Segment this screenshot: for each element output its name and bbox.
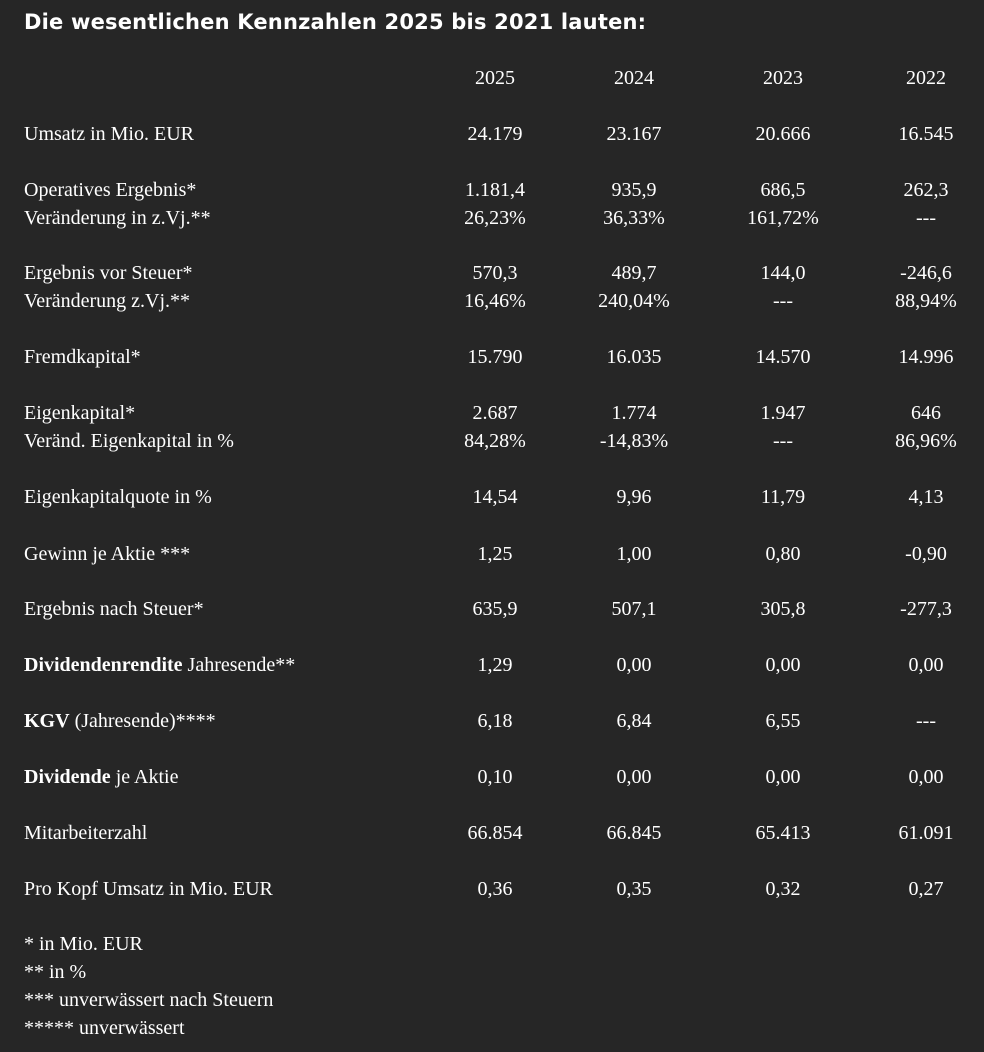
row-label: Veränderung z.Vj.** [24,290,191,312]
row-label: Mitarbeiterzahl [24,822,148,844]
cell-value: 23.167 [606,123,662,145]
cell-value: 0,32 [765,878,801,900]
cell-value: 84,28% [464,430,526,452]
cell-value: 26,23% [464,207,526,229]
table-row [0,651,984,679]
cell-value: 0,27 [908,878,944,900]
cell-value: 0,00 [616,654,652,676]
cell-value: 66.845 [606,822,662,844]
cell-value: 66.854 [467,822,523,844]
cell-value: 0,00 [908,766,944,788]
cell-value: 240,04% [598,290,670,312]
table-row [0,595,984,623]
year-header-row [0,64,984,92]
cell-value: -246,6 [900,262,952,284]
cell-value: -277,3 [900,598,952,620]
cell-value: 0,10 [477,766,513,788]
row-label: Fremdkapital* [24,346,141,368]
cell-value: 6,18 [477,710,513,732]
footnote: * in Mio. EUR [24,933,143,955]
cell-value: --- [916,207,936,229]
row-label: Eigenkapitalquote in % [24,486,212,508]
year-header: 2022 [906,67,946,89]
year-header: 2025 [475,67,515,89]
cell-value: 935,9 [611,179,657,201]
cell-value: 6,55 [765,710,801,732]
cell-value: 305,8 [760,598,806,620]
row-label-rest: (Jahresende)**** [69,710,216,732]
cell-value: 635,9 [472,598,518,620]
footnote: ** in % [24,961,87,983]
table-row [0,204,984,232]
cell-value: 1.947 [760,402,806,424]
cell-value: 1.181,4 [465,179,525,201]
cell-value: 16.545 [898,123,954,145]
row-label: Ergebnis vor Steuer* [24,262,193,284]
table-row [0,399,984,427]
row-label: Gewinn je Aktie *** [24,543,191,565]
cell-value: 4,13 [908,486,944,508]
cell-value: --- [916,710,936,732]
table-row [0,427,984,455]
row-label-rest: je Aktie [110,766,179,788]
table-row [0,259,984,287]
cell-value: 14,54 [472,486,518,508]
cell-value: 11,79 [760,486,806,508]
row-label: Operatives Ergebnis* [24,179,197,201]
row-label: Pro Kopf Umsatz in Mio. EUR [24,878,273,900]
page-title: Die wesentlichen Kennzahlen 2025 bis 2021 lauten: [24,10,647,34]
cell-value: 144,0 [760,262,806,284]
table-row [0,763,984,791]
cell-value: 9,96 [616,486,652,508]
cell-value: 0,00 [765,766,801,788]
cell-value: --- [773,430,793,452]
row-label [24,651,295,679]
year-header: 2023 [763,67,803,89]
cell-value: 489,7 [611,262,657,284]
cell-value: 686,5 [760,179,806,201]
cell-value: 1,25 [477,543,513,565]
cell-value: 0,00 [765,654,801,676]
row-label: Eigenkapital* [24,402,136,424]
table-row [0,707,984,735]
cell-value: 0,80 [765,543,801,565]
cell-value: 570,3 [472,262,518,284]
row-label-bold: Dividende [24,766,111,788]
table-row [0,176,984,204]
cell-value: 1,29 [477,654,513,676]
cell-value: 1.774 [611,402,657,424]
row-label-rest: Jahresende** [182,654,296,676]
cell-value: 2.687 [472,402,518,424]
cell-value: 161,72% [747,207,819,229]
row-label: Ergebnis nach Steuer* [24,598,204,620]
cell-value: 1,00 [616,543,652,565]
cell-value: 88,94% [895,290,957,312]
row-label: Veränd. Eigenkapital in % [24,430,234,452]
cell-value: 16.035 [606,346,662,368]
cell-value: 507,1 [611,598,657,620]
cell-value: 65.413 [755,822,811,844]
cell-value: 20.666 [755,123,811,145]
cell-value: 0,00 [908,654,944,676]
row-label-bold: Dividendenrendite [24,654,183,676]
cell-value: -0,90 [905,543,947,565]
footnote: *** unverwässert nach Steuern [24,989,274,1011]
cell-value: 0,00 [616,766,652,788]
table-row [0,483,984,511]
table-row [0,343,984,371]
cell-value: 14.996 [898,346,954,368]
row-label-bold: KGV [24,710,70,732]
cell-value: 36,33% [603,207,665,229]
row-label [24,707,216,735]
cell-value: 262,3 [903,179,949,201]
table-row [0,875,984,903]
cell-value: 86,96% [895,430,957,452]
cell-value: 16,46% [464,290,526,312]
table-row [0,120,984,148]
table-row [0,819,984,847]
cell-value: 646 [911,402,941,424]
cell-value: -14,83% [599,430,669,452]
row-label [24,763,178,791]
cell-value: 61.091 [898,822,954,844]
cell-value: 24.179 [467,123,523,145]
cell-value: 14.570 [755,346,811,368]
cell-value: 0,36 [477,878,513,900]
row-label: Umsatz in Mio. EUR [24,123,194,145]
cell-value: 15.790 [467,346,523,368]
cell-value: 6,84 [616,710,652,732]
footnote: ***** unverwässert [24,1017,185,1039]
cell-value: --- [773,290,793,312]
cell-value: 0,35 [616,878,652,900]
table-row [0,540,984,568]
table-row [0,287,984,315]
year-header: 2024 [614,67,654,89]
row-label: Veränderung in z.Vj.** [24,207,211,229]
